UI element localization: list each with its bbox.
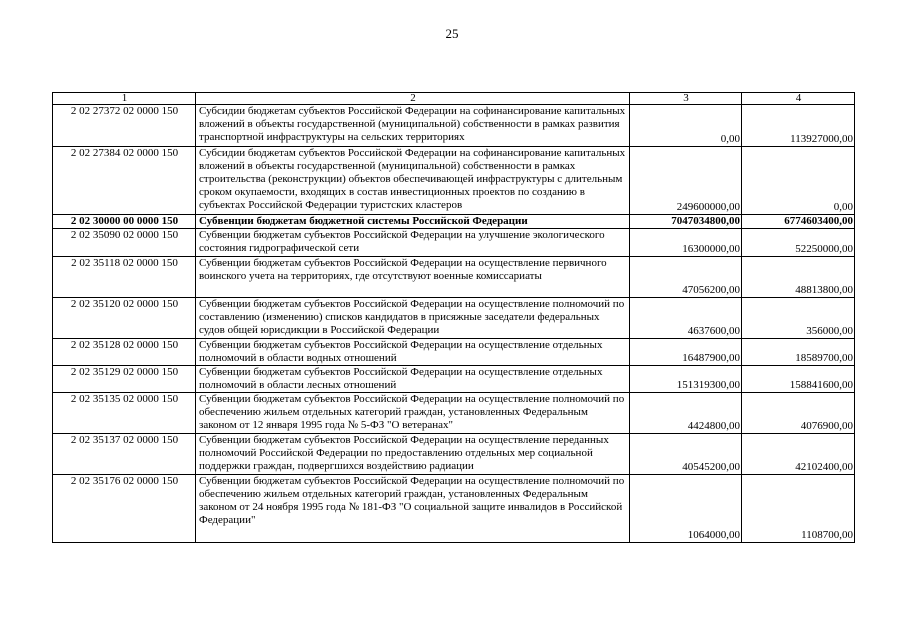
row-value-1: 16487900,00 xyxy=(630,339,742,366)
row-value-2: 42102400,00 xyxy=(742,434,855,475)
row-value-1: 249600000,00 xyxy=(630,147,742,215)
row-value-1: 47056200,00 xyxy=(630,257,742,298)
row-code: 2 02 35129 02 0000 150 xyxy=(53,366,196,393)
row-code: 2 02 27384 02 0000 150 xyxy=(53,147,196,215)
row-value-2: 1108700,00 xyxy=(742,475,855,543)
row-value-1: 4424800,00 xyxy=(630,393,742,434)
table-row xyxy=(53,393,855,434)
row-description: Субвенции бюджетам субъектов Российской Федерации на осуществление полномочий по обеспечению жильем отдельных категорий граждан, установленных Федеральным законом от 12 января 1995 года № 5-ФЗ "О ветеранах" xyxy=(196,393,630,434)
table-row xyxy=(53,105,855,147)
row-value-2: 4076900,00 xyxy=(742,393,855,434)
table-row xyxy=(53,339,855,366)
column-header-name: 2 xyxy=(196,93,630,105)
table-row xyxy=(53,147,855,215)
row-value-1: 4637600,00 xyxy=(630,298,742,339)
row-value-1: 1064000,00 xyxy=(630,475,742,543)
row-description: Субвенции бюджетам субъектов Российской Федерации на улучшение экологического состояния гидрографической сети xyxy=(196,229,630,257)
row-value-1: 0,00 xyxy=(630,105,742,147)
row-code: 2 02 35137 02 0000 150 xyxy=(53,434,196,475)
row-code: 2 02 30000 00 0000 150 xyxy=(53,215,196,229)
column-header-value-1: 3 xyxy=(630,93,742,105)
row-value-2: 6774603400,00 xyxy=(742,215,855,229)
row-code: 2 02 35090 02 0000 150 xyxy=(53,229,196,257)
row-code: 2 02 35176 02 0000 150 xyxy=(53,475,196,543)
table-row xyxy=(53,298,855,339)
row-value-1: 151319300,00 xyxy=(630,366,742,393)
row-description: Субвенции бюджетам субъектов Российской Федерации на осуществление переданных полномочий Российской Федерации по предоставлению отдельных мер социальной поддержки граждан, подвергшихся воздействию радиации xyxy=(196,434,630,475)
column-header-value-2: 4 xyxy=(742,93,855,105)
table-row xyxy=(53,229,855,257)
row-description: Субвенции бюджетам субъектов Российской Федерации на осуществление полномочий по обеспечению жильем отдельных категорий граждан, установленных Федеральным законом от 24 ноября 1995 года № 181-ФЗ "О социальной защите инвалидов в Российской Федерации" xyxy=(196,475,630,543)
row-description: Субвенции бюджетам субъектов Российской Федерации на осуществление отдельных полномочий в области лесных отношений xyxy=(196,366,630,393)
row-value-2: 18589700,00 xyxy=(742,339,855,366)
table-row xyxy=(53,475,855,543)
row-code: 2 02 35118 02 0000 150 xyxy=(53,257,196,298)
row-value-2: 158841600,00 xyxy=(742,366,855,393)
row-value-2: 48813800,00 xyxy=(742,257,855,298)
table-row xyxy=(53,257,855,298)
table-row xyxy=(53,366,855,393)
row-value-2: 52250000,00 xyxy=(742,229,855,257)
row-description: Субвенции бюджетам субъектов Российской Федерации на осуществление первичного воинского учета на территориях, где отсутствуют военные комиссариаты xyxy=(196,257,630,298)
row-description: Субсидии бюджетам субъектов Российской Федерации на софинансирование капитальных вложений в объекты государственной (муниципальной) собственности в рамках развития транспортной инфраструктуры на сельских территориях xyxy=(196,105,630,147)
row-value-1: 40545200,00 xyxy=(630,434,742,475)
budget-table xyxy=(52,92,855,543)
row-code: 2 02 35128 02 0000 150 xyxy=(53,339,196,366)
row-value-2: 0,00 xyxy=(742,147,855,215)
row-value-1: 7047034800,00 xyxy=(630,215,742,229)
row-description: Субвенции бюджетам бюджетной системы Российской Федерации xyxy=(196,215,630,229)
table-row-total xyxy=(53,215,855,229)
row-description: Субсидии бюджетам субъектов Российской Федерации на софинансирование капитальных вложений в объекты государственной (муниципальной) собственности в рамках строительства (реконструкции) объектов обеспечивающей инфраструктуры с длительным сроком окупаемости, входящих в состав инвестиционных проектов по созданию в субъектах Российской Федерации туристских кластеров xyxy=(196,147,630,215)
table-row xyxy=(53,434,855,475)
column-header-code: 1 xyxy=(53,93,196,105)
row-description: Субвенции бюджетам субъектов Российской Федерации на осуществление отдельных полномочий в области водных отношений xyxy=(196,339,630,366)
page-number: 25 xyxy=(445,26,459,41)
row-value-2: 113927000,00 xyxy=(742,105,855,147)
row-code: 2 02 35135 02 0000 150 xyxy=(53,393,196,434)
row-value-2: 356000,00 xyxy=(742,298,855,339)
row-code: 2 02 27372 02 0000 150 xyxy=(53,105,196,147)
row-description: Субвенции бюджетам субъектов Российской Федерации на осуществление полномочий по составлению (изменению) списков кандидатов в присяжные заседатели федеральных судов общей юрисдикции в Российской Федерации xyxy=(196,298,630,339)
table-header-row xyxy=(53,93,855,105)
row-code: 2 02 35120 02 0000 150 xyxy=(53,298,196,339)
row-value-1: 16300000,00 xyxy=(630,229,742,257)
